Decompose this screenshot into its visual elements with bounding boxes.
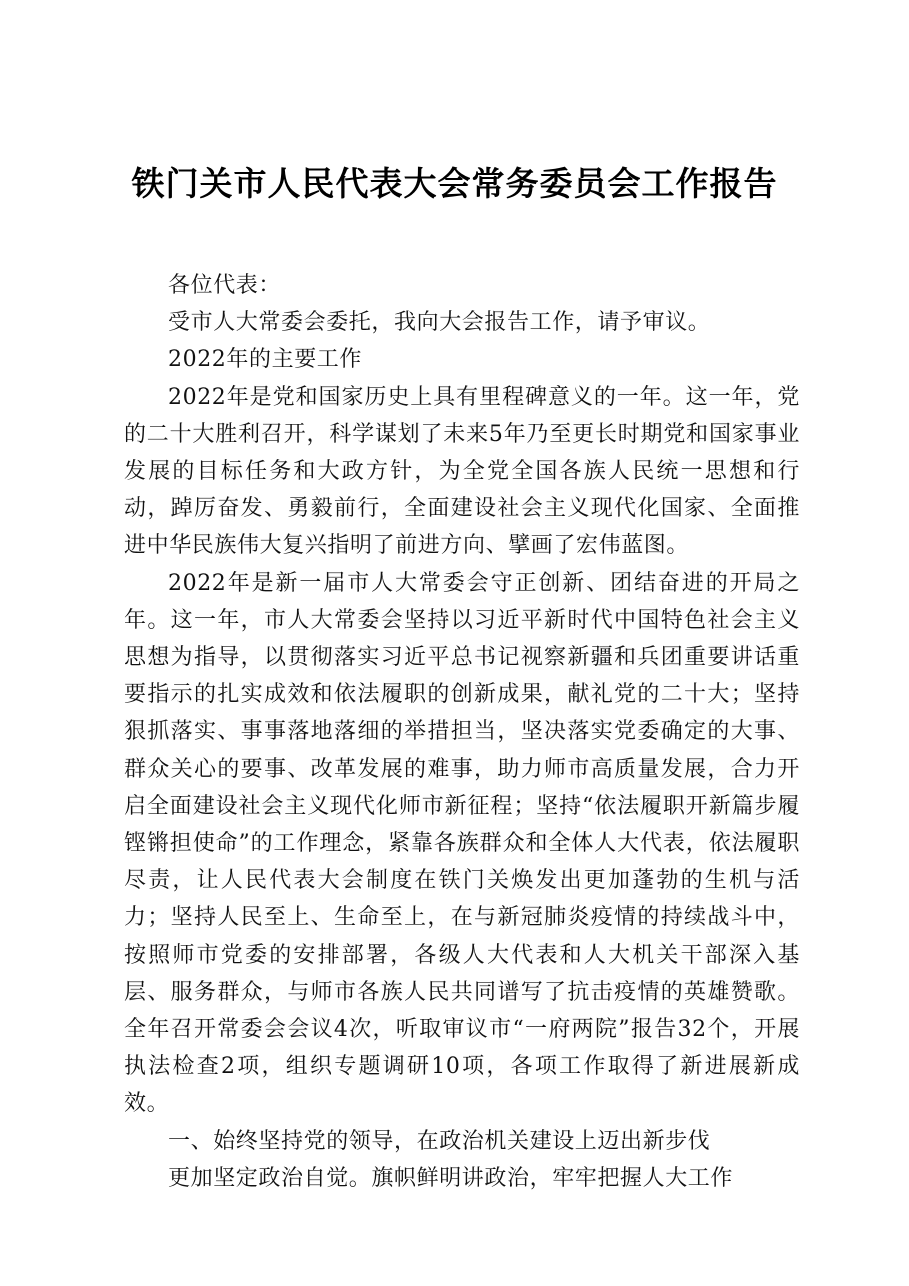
section-heading-2022: 2022年的主要工作 bbox=[168, 347, 362, 373]
opening-paragraph: 受市人大常委会委托，我向大会报告工作，请予审议。 bbox=[168, 310, 711, 336]
paragraph-political-awareness: 更加坚定政治自觉。旗帜鲜明讲政治，牢牢把握人大工作 bbox=[168, 1165, 734, 1191]
section-heading-party-leadership: 一、始终坚持党的领导，在政治机关建设上迈出新步伐 bbox=[168, 1128, 711, 1154]
salutation: 各位代表： bbox=[168, 273, 282, 298]
document-title: 铁门关市人民代表大会常务委员会工作报告 bbox=[131, 164, 778, 203]
paragraph-milestone-year: 2022年是党和国家历史上具有里程碑意义的一年。这一年，党的二十大胜利召开，科学谋划了未来5年乃至更长时期党和国家事业发展的目标任务和大政方针，为全党全国各族人民统一思想和行动，踔厉奋发、勇毅前行，全面建设社会主义现代化国家、全面推进中华民族伟大复兴指明了前进方向、擘画了宏伟蓝图。 bbox=[124, 384, 800, 559]
document-body bbox=[124, 267, 800, 1197]
paragraph-new-term-start: 2022年是新一届市人大常委会守正创新、团结奋进的开局之年。这一年，市人大常委会坚持以习近平新时代中国特色社会主义思想为指导，以贯彻落实习近平总书记视察新疆和兵团重要讲话重要指示的扎实成效和依法履职的创新成果，献礼党的二十大；坚持狠抓落实、事事落地落细的举措担当，坚决落实党委确定的大事、群众关心的要事、改革发展的难事，助力师市高质量发展，合力开启全面建设社会主义现代化师市新征程；坚持“依法履职开新篇步履铿锵担使命”的工作理念，紧靠各族群众和全体人大代表，依法履职尽责，让人民代表大会制度在铁门关焕发出更加蓬勃的生机与活力；坚持人民至上、生命至上，在与新冠肺炎疫情的持续战斗中，按照师市党委的安排部署，各级人大代表和人大机关干部深入基层、服务群众，与师市各族人民共同谱写了抗击疫情的英雄赞歌。全年召开常委会会议4次，听取审议市“一府两院”报告32个，开展执法检查2项，组织专题调研10项，各项工作取得了新进展新成效。 bbox=[124, 570, 800, 1117]
